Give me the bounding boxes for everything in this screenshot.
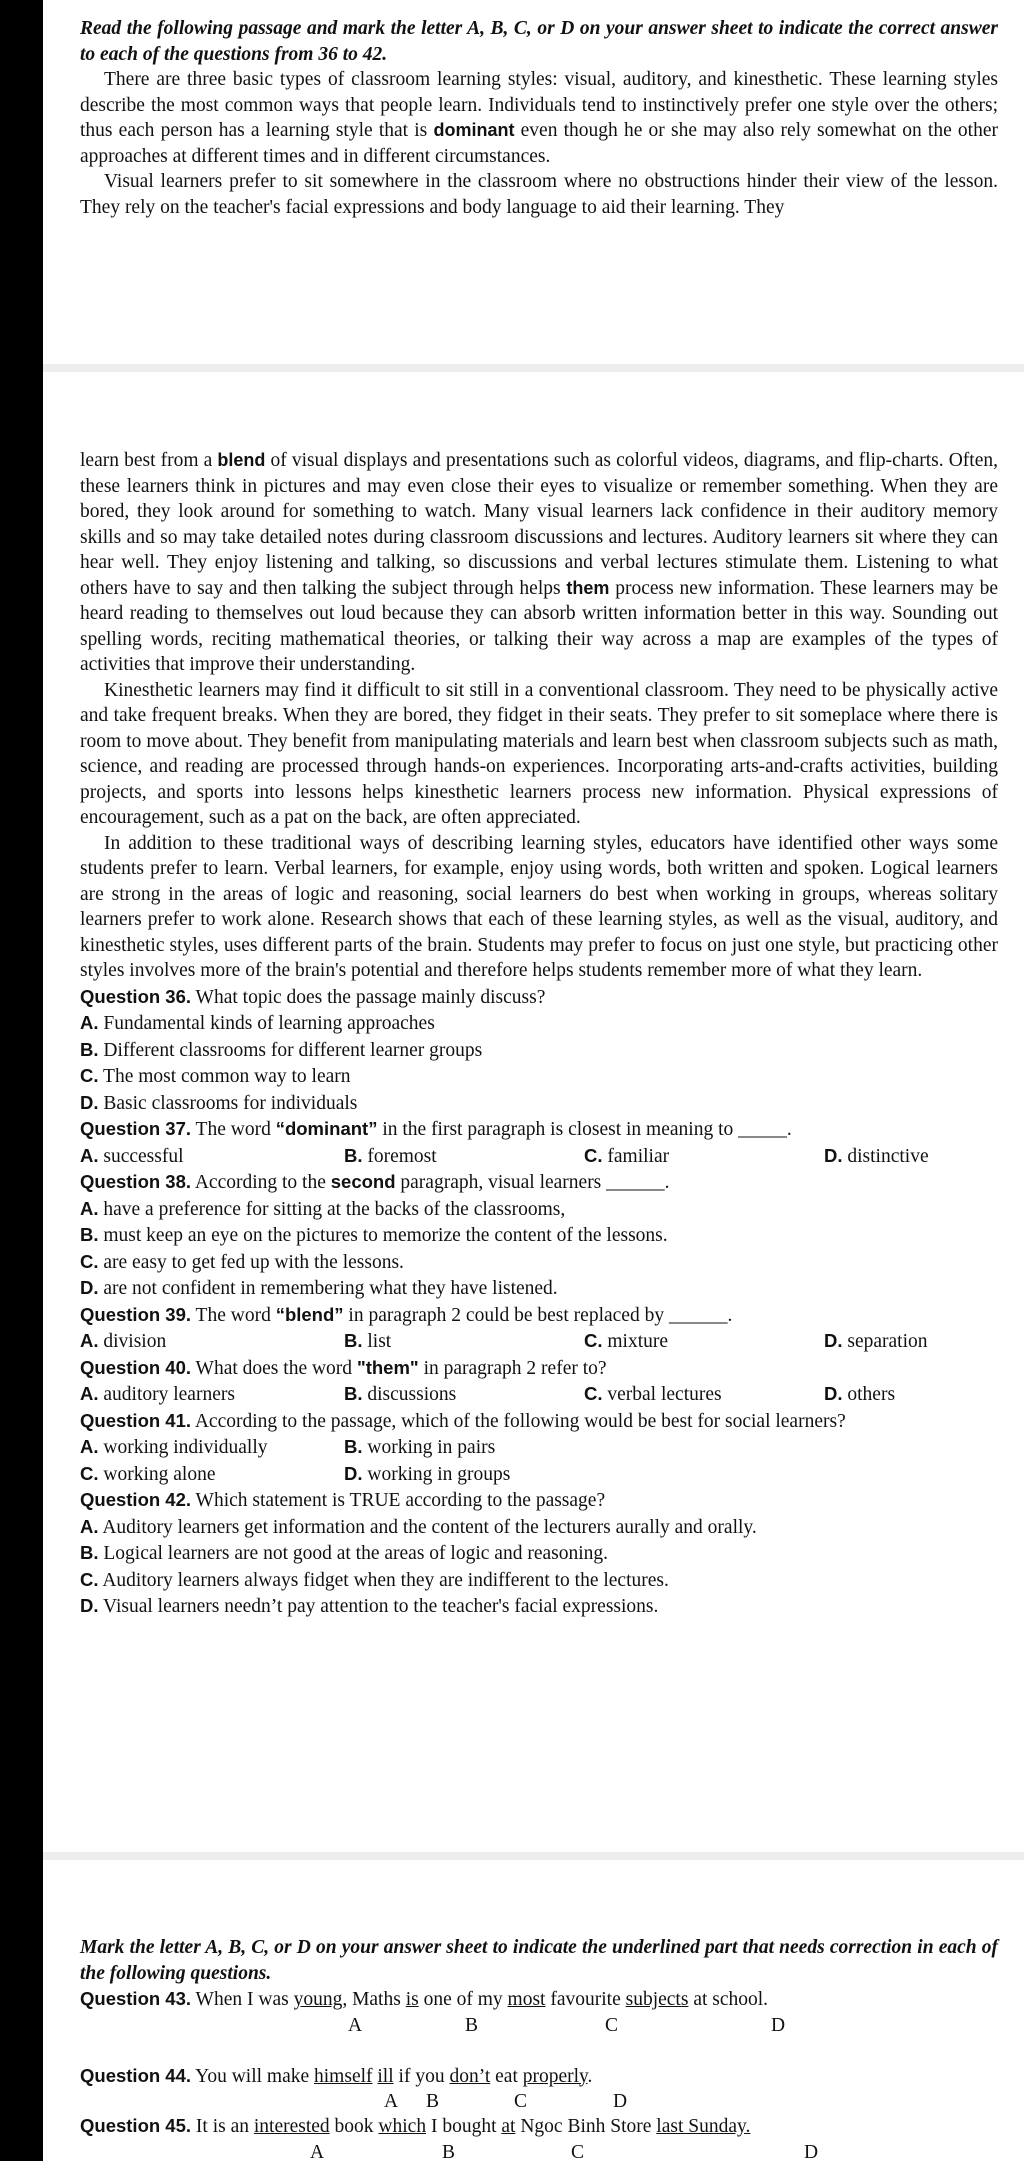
letter-c: C — [605, 2013, 618, 2039]
letter-d: D — [771, 2013, 785, 2039]
option-a[interactable]: A. Auditory learners get information and the content of the lecturers aurally and orally. — [80, 1514, 998, 1541]
option-a[interactable]: A. division — [80, 1328, 344, 1355]
option-b[interactable]: B. list — [344, 1328, 584, 1355]
question-42: Question 42. Which statement is TRUE according to the passage? A. Auditory learners get information and the content of the lecturers aurally and orally. B. Logical learners are not good at the areas of logic and reasoning. C. Auditory learners always fidget when they are indifferent to the lectures. D. Visual learners needn’t pay attention to the teacher's facial expressions. — [80, 1487, 998, 1620]
option-d[interactable]: D. are not confident in remembering what they have listened. — [80, 1275, 998, 1302]
passage-paragraph-2-start: Visual learners prefer to sit somewhere in the classroom where no obstructions hinder their view of the lesson. They rely on the teacher's facial expressions and body language to aid their learning. They — [80, 169, 998, 220]
option-d[interactable]: D. others — [824, 1381, 998, 1408]
option-a[interactable]: A. auditory learners — [80, 1381, 344, 1408]
page-separator — [43, 1852, 1024, 1860]
underlined-c[interactable]: at — [501, 2116, 515, 2137]
letter-b: B — [426, 2089, 439, 2115]
letter-d: D — [613, 2089, 627, 2115]
letter-d: D — [804, 2140, 818, 2165]
question-39: Question 39. The word “blend” in paragraph 2 could be best replaced by ______. A. division B. list C. mixture D. separation — [80, 1302, 998, 1355]
underlined-c[interactable]: don’t — [449, 2066, 490, 2087]
letter-row-45 — [80, 2140, 998, 2164]
letter-b: B — [442, 2140, 455, 2165]
question-37: Question 37. The word “dominant” in the first paragraph is closest in meaning to _____. A. successful B. foremost C. familiar D. distinctive — [80, 1116, 998, 1169]
letter-a: A — [348, 2013, 362, 2039]
underlined-a[interactable]: himself — [314, 2066, 373, 2087]
error-instruction: Mark the letter A, B, C, or D on your answer sheet to indicate the underlined part that needs correction in each of the following questions. — [80, 1935, 998, 1986]
option-d[interactable]: D. separation — [824, 1328, 998, 1355]
option-b[interactable]: B. foremost — [344, 1143, 584, 1170]
option-a[interactable]: A. successful — [80, 1143, 344, 1170]
option-d[interactable]: D. Basic classrooms for individuals — [80, 1090, 998, 1117]
option-c[interactable]: C. mixture — [584, 1328, 824, 1355]
question-44: Question 44. You will make himself ill if you don’t eat properly. — [80, 2063, 998, 2090]
option-b[interactable]: B. Logical learners are not good at the areas of logic and reasoning. — [80, 1540, 998, 1567]
option-d[interactable]: D. distinctive — [824, 1143, 998, 1170]
reading-instruction: Read the following passage and mark the letter A, B, C, or D on your answer sheet to indicate the correct answer to each of the questions from 36 to 42. — [80, 16, 998, 67]
option-a[interactable]: A. have a preference for sitting at the backs of the classrooms, — [80, 1196, 998, 1223]
option-b[interactable]: B. working in pairs — [344, 1434, 744, 1461]
reading-section-top — [80, 16, 998, 220]
underlined-c[interactable]: most — [508, 1989, 546, 2010]
question-43: Question 43. When I was young, Maths is one of my most favourite subjects at school. — [80, 1986, 998, 2013]
option-b[interactable]: B. discussions — [344, 1381, 584, 1408]
option-c[interactable]: C. working alone — [80, 1461, 344, 1488]
passage-paragraph-4: In addition to these traditional ways of describing learning styles, educators have identified other ways some students prefer to learn. Verbal learners, for example, enjoy using words, both written and spoken. Logical learners are strong in the areas of logic and reasoning, social learners do best when working in groups, whereas solitary learners prefer to work alone. Research shows that each of these learning styles, as well as the visual, auditory, and kinesthetic styles, uses different parts of the brain. Students may prefer to focus on just one style, but practicing other styles involves more of the brain's potential and therefore helps students remember more of what they learn. — [80, 831, 998, 984]
letter-row-43 — [80, 2013, 998, 2037]
passage-paragraph-1: There are three basic types of classroom learning styles: visual, auditory, and kinesthetic. These learning styles describe the most common ways that people learn. Individuals tend to instinctively prefer one style over the others; thus each person has a learning style that is dominant even though he or she may also rely somewhat on the other approaches at different times and in different circumstances. — [80, 67, 998, 169]
letter-c: C — [571, 2140, 584, 2165]
question-45: Question 45. It is an interested book which I bought at Ngoc Binh Store last Sunday. — [80, 2113, 998, 2140]
left-black-border — [0, 0, 43, 2161]
underlined-b[interactable]: ill — [377, 2066, 393, 2087]
option-c[interactable]: C. verbal lectures — [584, 1381, 824, 1408]
question-38: Question 38. According to the second paragraph, visual learners ______. A. have a preference for sitting at the backs of the classrooms, B. must keep an eye on the pictures to memorize the content of the lessons. C. are easy to get fed up with the lessons. D. are not confident in remembering what they have listened. — [80, 1169, 998, 1302]
underlined-a[interactable]: interested — [254, 2116, 330, 2137]
option-b[interactable]: B. must keep an eye on the pictures to memorize the content of the lessons. — [80, 1222, 998, 1249]
underlined-b[interactable]: is — [406, 1989, 419, 2010]
underlined-d[interactable]: last Sunday. — [656, 2116, 750, 2137]
passage-paragraph-2-cont: learn best from a blend of visual displays and presentations such as colorful videos, diagrams, and flip-charts. Often, these learners think in pictures and may even close their eyes to visualize or remember something. When they are bored, they look around for something to watch. Many visual learners lack confidence in their auditory memory skills and so may take detailed notes during classroom discussions and lectures. Auditory learners sit where they can hear well. They enjoy listening and talking, so discussions and verbal lectures stimulate them. Listening to what others have to say and then talking the subject through helps them process new information. These learners may be heard reading to themselves out loud because they can absorb written information better in this way. Sounding out spelling words, reciting mathematical theories, or talking their way across a map are examples of the types of activities that improve their understanding. — [80, 448, 998, 678]
question-40: Question 40. What does the word "them" in paragraph 2 refer to? A. auditory learners B. discussions C. verbal lectures D. others — [80, 1355, 998, 1408]
error-identification-section — [80, 1935, 998, 2164]
underlined-b[interactable]: which — [378, 2116, 426, 2137]
option-d[interactable]: D. Visual learners needn’t pay attention to the teacher's facial expressions. — [80, 1593, 998, 1620]
question-41: Question 41. According to the passage, which of the following would be best for social learners? A. working individually B. working in pairs C. working alone D. working in groups — [80, 1408, 998, 1488]
option-b[interactable]: B. Different classrooms for different learner groups — [80, 1037, 998, 1064]
option-a[interactable]: A. Fundamental kinds of learning approaches — [80, 1010, 998, 1037]
option-c[interactable]: C. are easy to get fed up with the lessons. — [80, 1249, 998, 1276]
option-c[interactable]: C. The most common way to learn — [80, 1063, 998, 1090]
option-c[interactable]: C. Auditory learners always fidget when they are indifferent to the lectures. — [80, 1567, 998, 1594]
reading-section-bottom — [80, 448, 998, 1620]
option-d[interactable]: D. working in groups — [344, 1461, 744, 1488]
question-label: Question 36. — [80, 986, 191, 1007]
letter-a: A — [310, 2140, 324, 2165]
letter-b: B — [465, 2013, 478, 2039]
option-c[interactable]: C. familiar — [584, 1143, 824, 1170]
question-36: Question 36. What topic does the passage mainly discuss? A. Fundamental kinds of learning approaches B. Different classrooms for different learner groups C. The most common way to learn D. Basic classrooms for individuals — [80, 984, 998, 1117]
letter-a: A — [384, 2089, 398, 2115]
letter-c: C — [514, 2089, 527, 2115]
option-a[interactable]: A. working individually — [80, 1434, 344, 1461]
underlined-d[interactable]: properly — [523, 2066, 588, 2087]
underlined-d[interactable]: subjects — [626, 1989, 689, 2010]
passage-paragraph-3: Kinesthetic learners may find it difficult to sit still in a conventional classroom. They need to be physically active and take frequent breaks. When they are bored, they fidget in their seats. They prefer to sit someplace where there is room to move about. They benefit from manipulating materials and learn best when classroom subjects such as math, science, and reading are processed through hands-on experiences. Incorporating arts-and-crafts activities, building projects, and sports into lessons helps kinesthetic learners process new information. Physical expressions of encouragement, such as a pat on the back, are often appreciated. — [80, 678, 998, 831]
page-separator — [43, 364, 1024, 372]
underlined-a[interactable]: young — [294, 1989, 343, 2010]
letter-row-44 — [80, 2089, 998, 2113]
